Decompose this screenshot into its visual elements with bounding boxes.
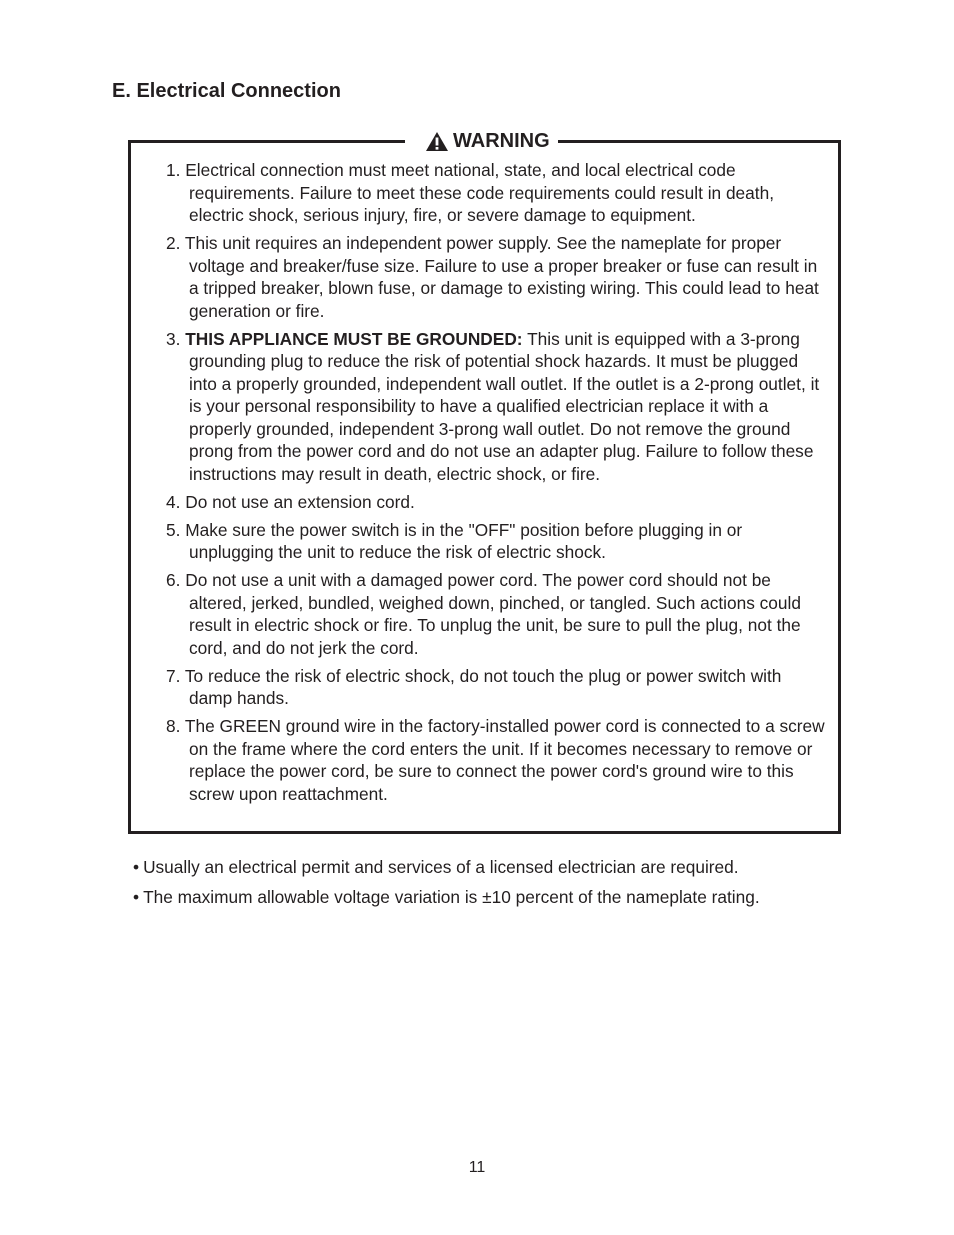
- warning-item-number: 7.: [166, 665, 181, 686]
- warning-item-text: Do not use an extension cord.: [185, 491, 415, 512]
- page-number: 11: [468, 1159, 486, 1176]
- warning-item-text: Electrical connection must meet national, state, and local electrical code requirements. Failure to meet these code requirements could result in death, electric shock, serious injury, fire, or severe damage to equipment.: [185, 160, 774, 225]
- warning-item-text: The GREEN ground wire in the factory-installed power cord is connected to a screw on the frame where the cord enters the unit. If it becomes necessary to remove or replace the power cord, be sure to connect the power cord's ground wire to this screw upon reattachment.: [184, 716, 825, 804]
- warning-item-number: 6.: [166, 570, 181, 590]
- bullet-icon: •: [133, 887, 140, 907]
- warning-item-emphasis: THIS APPLIANCE MUST BE GROUNDED:: [185, 328, 523, 349]
- warning-item-2: [166, 232, 826, 322]
- warning-item-text: This unit is equipped with a 3-prong grounding plug to reduce the risk of potential shock hazards. It must be plugged into a properly grounded, independent wall outlet. If the outlet is a 2-prong outlet, it is your personal responsibility to have a qualified electrician replace it with a properly grounded, independent 3-prong wall outlet. Do not remove the ground prong from the power cord and do not use an adapter plug. Failure to follow these instructions may result in death, electric shock, or fire.: [189, 328, 820, 484]
- bullet-icon: •: [133, 857, 140, 877]
- warning-item-6: [166, 569, 826, 659]
- warning-item-text: Do not use a unit with a damaged power cord. The power cord should not be altered, jerked, bundled, weighed down, pinched, or tangled. Such actions could result in electric shock or fire. To unplug the unit, be sure to pull the plug, not the cord, and do not jerk the cord.: [185, 570, 801, 658]
- warning-item-number: 3.: [166, 328, 181, 349]
- warning-list: [166, 159, 826, 811]
- warning-triangle-icon: [425, 131, 449, 152]
- note-text: Usually an electrical permit and services of a licensed electrician are required.: [143, 857, 739, 877]
- warning-label: WARNING: [453, 130, 550, 152]
- warning-item-number: 5.: [166, 519, 181, 540]
- warning-item-8: [166, 715, 826, 805]
- note-item: [133, 886, 853, 909]
- notes-list: [133, 856, 853, 916]
- section-title: E. Electrical Connection: [112, 80, 341, 102]
- warning-item-number: 4.: [166, 491, 181, 512]
- warning-item-text: This unit requires an independent power supply. See the nameplate for proper voltage and breaker/fuse size. Failure to use a proper breaker or fuse can result in a tripped breaker, blown fuse, or damage to existing wiring. This could lead to heat generation or fire.: [184, 233, 819, 321]
- warning-item-text: Make sure the power switch is in the "OFF" position before plugging in or unplugging the unit to reduce the risk of electric shock.: [185, 519, 743, 562]
- warning-box: [128, 130, 841, 834]
- warning-item-1: [166, 159, 826, 227]
- note-item: [133, 856, 853, 879]
- warning-item-text: To reduce the risk of electric shock, do not touch the plug or power switch with damp hands.: [184, 665, 782, 708]
- warning-item-number: 1.: [166, 160, 181, 180]
- note-text: The maximum allowable voltage variation is ±10 percent of the nameplate rating.: [143, 887, 760, 907]
- warning-item-5: [166, 519, 826, 564]
- warning-item-number: 8.: [166, 716, 181, 736]
- warning-item-3: [166, 328, 826, 486]
- warning-header: [405, 127, 558, 155]
- warning-item-number: 2.: [166, 233, 181, 253]
- warning-item-7: [166, 665, 826, 710]
- warning-item-4: [166, 491, 826, 514]
